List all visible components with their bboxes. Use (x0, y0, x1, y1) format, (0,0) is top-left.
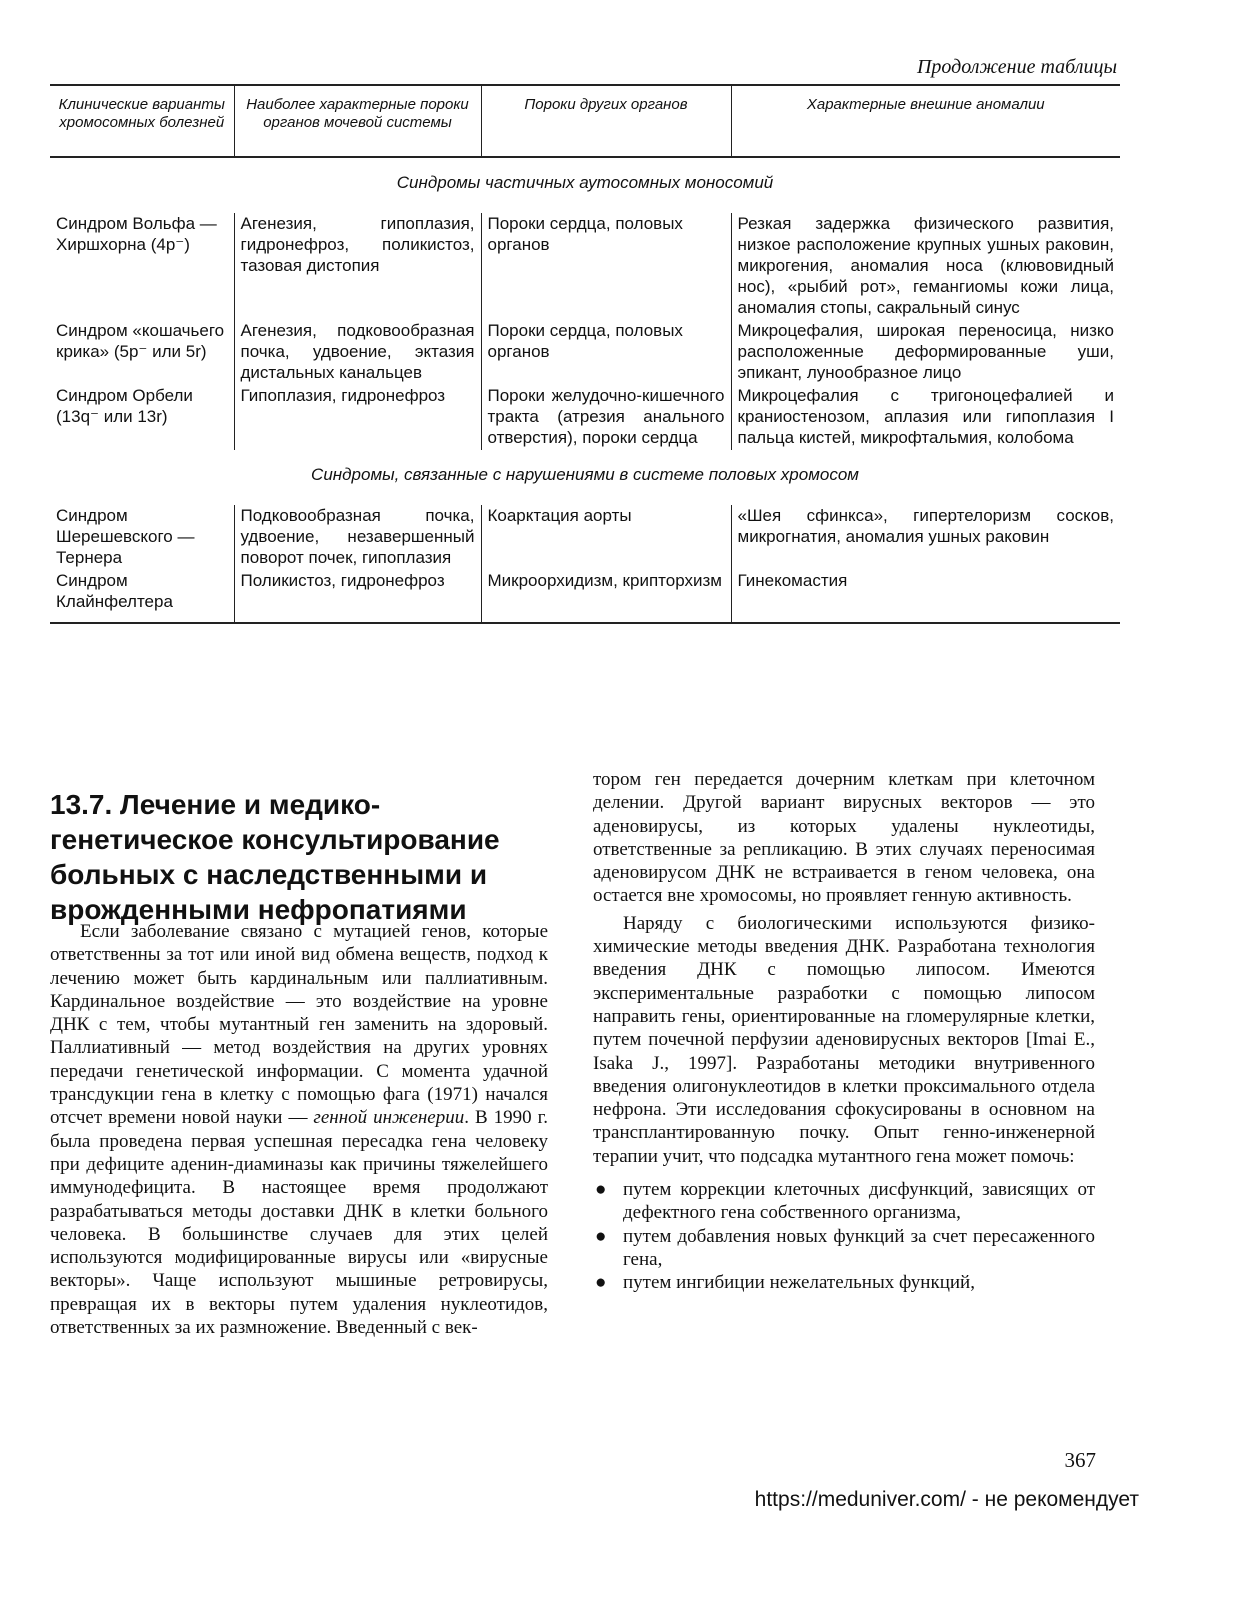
emphasis-term: генной инженерии (313, 1107, 465, 1129)
section-title: Синдромы частичных аутосомных моносомий (396, 173, 774, 192)
bullet-icon: ● (595, 1179, 607, 1201)
urinary-defects-cell: Агенезия, гипоплазия, гидронефроз, поликистоз, тазовая дистопия (234, 213, 481, 320)
external-anomalies-cell: Резкая задержка физического развития, низкое расположение крупных ушных раковин, микрогения, аномалия носа (клювовидный нос), «рыбий рот», гемангиомы кожи лица, аномалия стопы, сакральный синус (731, 213, 1120, 320)
table-continuation-label: Продолжение таблицы (916, 56, 1117, 78)
list-item: ● путем ингибиции нежелательных функций, (595, 1272, 975, 1294)
paragraph: тором ген передается дочерним клеткам при клеточном делении. Другой вариант вирусных векторов — это аденовирусы, из которых удалены нуклеотиды, ответственные за репликацию. В этих случаях переносимая аденовирусом ДНК не встраивается в геном человека, она остается вне хромосомы, но проявляет генную активность. (593, 769, 1095, 907)
text-column-right (593, 768, 1095, 1295)
syndrome-cell: Синдром Орбели (13q⁻ или 13r) (56, 386, 193, 426)
watermark-link[interactable]: https://meduniver.com/ - не рекомендует (754, 1488, 1139, 1511)
other-defects-cell: Пороки сердца, половых органов (481, 320, 731, 385)
table-header-row (50, 85, 1120, 157)
column-header: Наиболее характерные пороки органов мочевой системы (234, 85, 481, 157)
table-row (50, 320, 1120, 385)
external-anomalies-cell: «Шея сфинкса», гипертелоризм сосков, микрогнатия, аномалия ушных раковин (731, 505, 1120, 570)
other-defects-cell: Микроорхидизм, крипторхизм (481, 570, 731, 623)
external-anomalies-cell: Гинекомастия (731, 570, 1120, 623)
other-defects-cell: Пороки желудочно-кишечного тракта (атрезия анального отверстия), пороки сердца (481, 385, 731, 450)
external-anomalies-cell: Микроцефалия с тригоноцефалией и краниостенозом, аплазия или гипоплазия I пальца кистей, микрофтальмия, колобома (731, 385, 1120, 450)
syndrome-cell: Синдром Вольфа — Хиршхорна (4р⁻) (56, 214, 217, 254)
table-row (50, 385, 1120, 450)
table-row (50, 213, 1120, 320)
external-anomalies-cell: Микроцефалия, широкая переносица, низко расположенные деформированные уши, эпикант, лунообразное лицо (731, 320, 1120, 385)
text-column-left (50, 916, 548, 1339)
paragraph: Если заболевание связано с мутацией генов, которые ответственны за тот или иной вид обмена веществ, подход к лечению может быть кардинальным или паллиативным. Кардинальное воздействие — это воздействие на уровне ДНК с тем, чтобы мутантный ген заменить на здоровый. Паллиативный — метод воздействия на других уровнях передачи генетической информации. С момента удачной трансдукции гена в клетку с помощью фага (1971) начался отсчет времени новой науки — генной инженерии. В 1990 г. была проведена первая успешная пересадка гена человеку при дефиците аденин-диаминазы как причины тяжелейшего иммунодефицита. В настоящее время продолжают разрабатываться методы доставки ДНК в клетки больного человека. В большинстве случаев для этих целей используются модифицированные вирусы или «вирусные векторы». Чаще используют мышиные ретровирусы, превращая их в векторы путем удаления нуклеотидов, ответственных за их размножение. Введенный с век- (50, 921, 548, 1339)
column-header: Пороки других органов (481, 85, 731, 157)
urinary-defects-cell: Агенезия, подковообразная почка, удвоение, эктазия дистальных канальцев (234, 320, 481, 385)
syndrome-cell: Синдром Клайнфелтера (50, 570, 234, 623)
list-item: ● путем коррекции клеточных дисфункций, зависящих от дефектного гена собственного организма, (595, 1179, 1095, 1224)
table-row (50, 570, 1120, 623)
other-defects-cell: Коарктация аорты (481, 505, 731, 570)
page-number: 367 (1064, 1448, 1096, 1472)
section-title: Синдромы, связанные с нарушениями в системе половых хромосом (311, 465, 859, 484)
syndrome-cell: Синдром Шерешевского — Тернера (56, 506, 195, 567)
urinary-defects-cell: Поликистоз, гидронефроз (234, 570, 481, 623)
bullet-icon: ● (595, 1225, 607, 1247)
column-header: Характерные внешние аномалии (731, 85, 1120, 157)
urinary-defects-cell: Подковообразная почка, удвоение, незавершенный поворот почек, гипоплазия (234, 505, 481, 570)
bullet-icon: ● (595, 1272, 607, 1294)
table-row (50, 505, 1120, 570)
paragraph: Наряду с биологическими используются физико-химические методы введения ДНК. Разработана технология введения ДНК с помощью липосом. Имеются экспериментальные разработки с помощью липосом направить гены, ориентированные на гломерулярные клетки, путем почечной перфузии аденовирусных векторов [Imai E., Isaka J., 1997]. Разработаны методики внутривенного введения олигонуклеотидов в клетки проксимального отдела нефрона. Эти исследования сфокусированы в основном на трансплантированную почку. Опыт генно-инженерной терапии учит, что подсадка мутантного гена может помочь: (593, 912, 1095, 1167)
urinary-defects-cell: Гипоплазия, гидронефроз (234, 385, 481, 450)
syndrome-cell: Синдром «кошачьего крика» (5р⁻ или 5r) (56, 321, 225, 361)
syndromes-table (50, 84, 1120, 624)
other-defects-cell: Пороки сердца, половых органов (481, 213, 731, 320)
column-header: Клинические варианты хромосомных болезней (50, 85, 234, 157)
section-heading: 13.7. Лечение и медико-генетическое консультирование больных с наследственными и врожденными нефропатиями (50, 789, 500, 926)
list-item: ● путем добавления новых функций за счет пересаженного гена, (595, 1225, 1095, 1270)
bullet-list (593, 1178, 1095, 1294)
